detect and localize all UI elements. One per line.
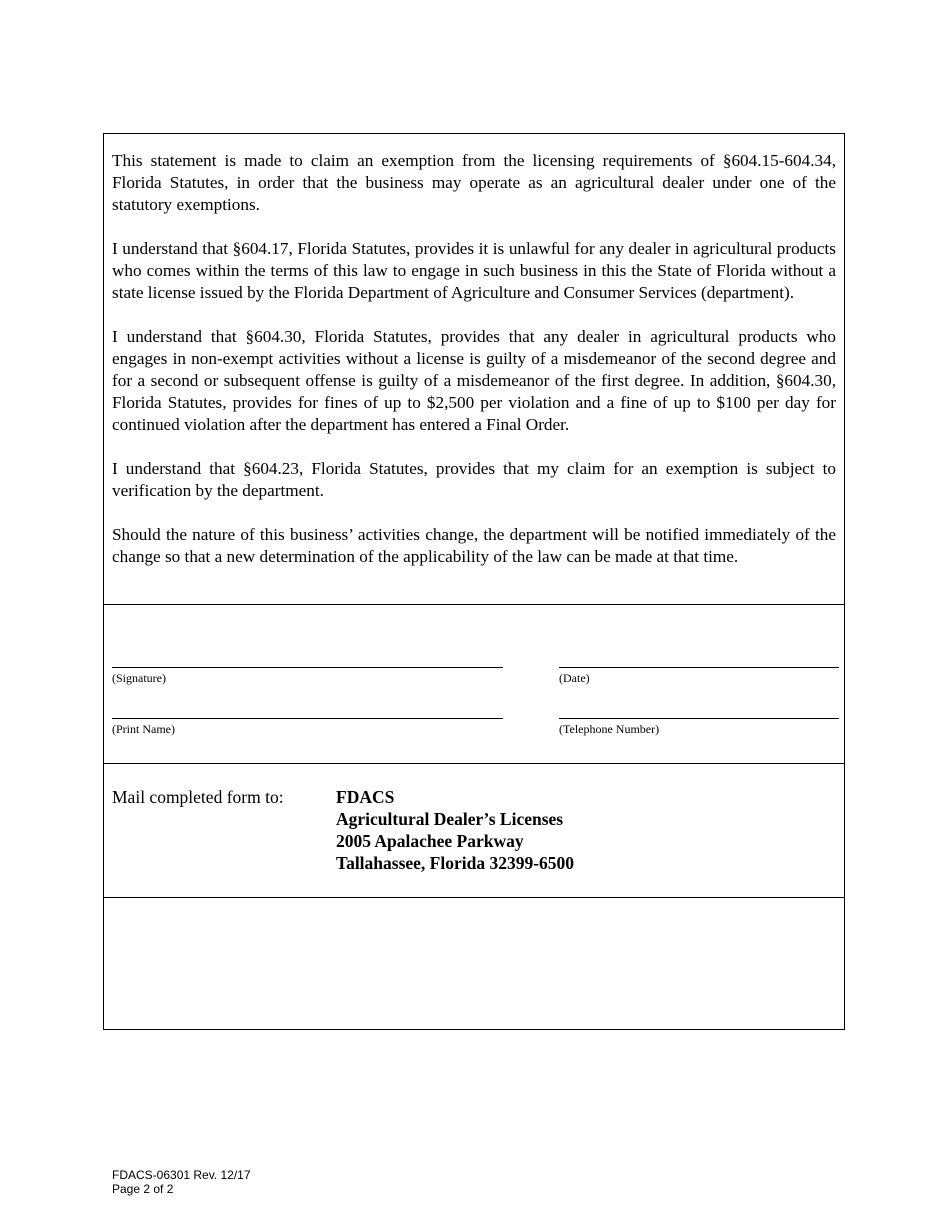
statement-paragraph: This statement is made to claim an exemption from the licensing requirements of §604.15-604.34, Florida Statutes, in order that the business may operate as an agricultural dealer under one of the statutory exemptions. <box>112 151 836 214</box>
print-name-field[interactable] <box>112 718 503 719</box>
section-divider <box>104 604 844 605</box>
address-line: Tallahassee, Florida 32399-6500 <box>336 853 575 873</box>
telephone-field[interactable] <box>559 718 839 719</box>
date-label: (Date) <box>559 671 590 685</box>
blank-section <box>104 898 844 1029</box>
statements-section <box>104 134 844 605</box>
signature-field[interactable] <box>112 667 503 668</box>
address-line: 2005 Apalachee Parkway <box>336 831 524 851</box>
exemption-form <box>103 133 845 1030</box>
date-field[interactable] <box>559 667 839 668</box>
statement-paragraph: I understand that §604.30, Florida Statutes, provides that any dealer in agricultural products who engages in non-exempt activities without a license is guilty of a misdemeanor of the second degree and for a second or subsequent offense is guilty of a misdemeanor of the first degree. In addition, §604.30, Florida Statutes, provides for fines of up to $2,500 per violation and a fine of up to $100 per day for continued violation after the department has entered a Final Order. <box>112 327 836 434</box>
statement-paragraph: Should the nature of this business’ activities change, the department will be notified immediately of the change so that a new determination of the applicability of the law can be made at that time. <box>112 525 836 566</box>
print-name-label: (Print Name) <box>112 722 175 736</box>
form-number: FDACS-06301 Rev. 12/17 <box>112 1168 251 1182</box>
statement-paragraph: I understand that §604.23, Florida Statutes, provides that my claim for an exemption is subject to verification by the department. <box>112 459 836 500</box>
mail-address <box>336 786 574 874</box>
telephone-label: (Telephone Number) <box>559 722 660 736</box>
address-line: FDACS <box>336 787 395 807</box>
statement-paragraph: I understand that §604.17, Florida Statutes, provides it is unlawful for any dealer in agricultural products who comes within the terms of this law to engage in such business in this the State of Florida without a state license issued by the Florida Department of Agriculture and Consumer Services (department). <box>112 239 836 302</box>
footer <box>112 1168 251 1196</box>
address-line: Agricultural Dealer’s Licenses <box>336 809 564 829</box>
page-number: Page 2 of 2 <box>112 1182 174 1196</box>
section-divider <box>104 763 844 764</box>
signature-label: (Signature) <box>112 671 166 685</box>
mail-label: Mail completed form to: <box>112 787 284 807</box>
